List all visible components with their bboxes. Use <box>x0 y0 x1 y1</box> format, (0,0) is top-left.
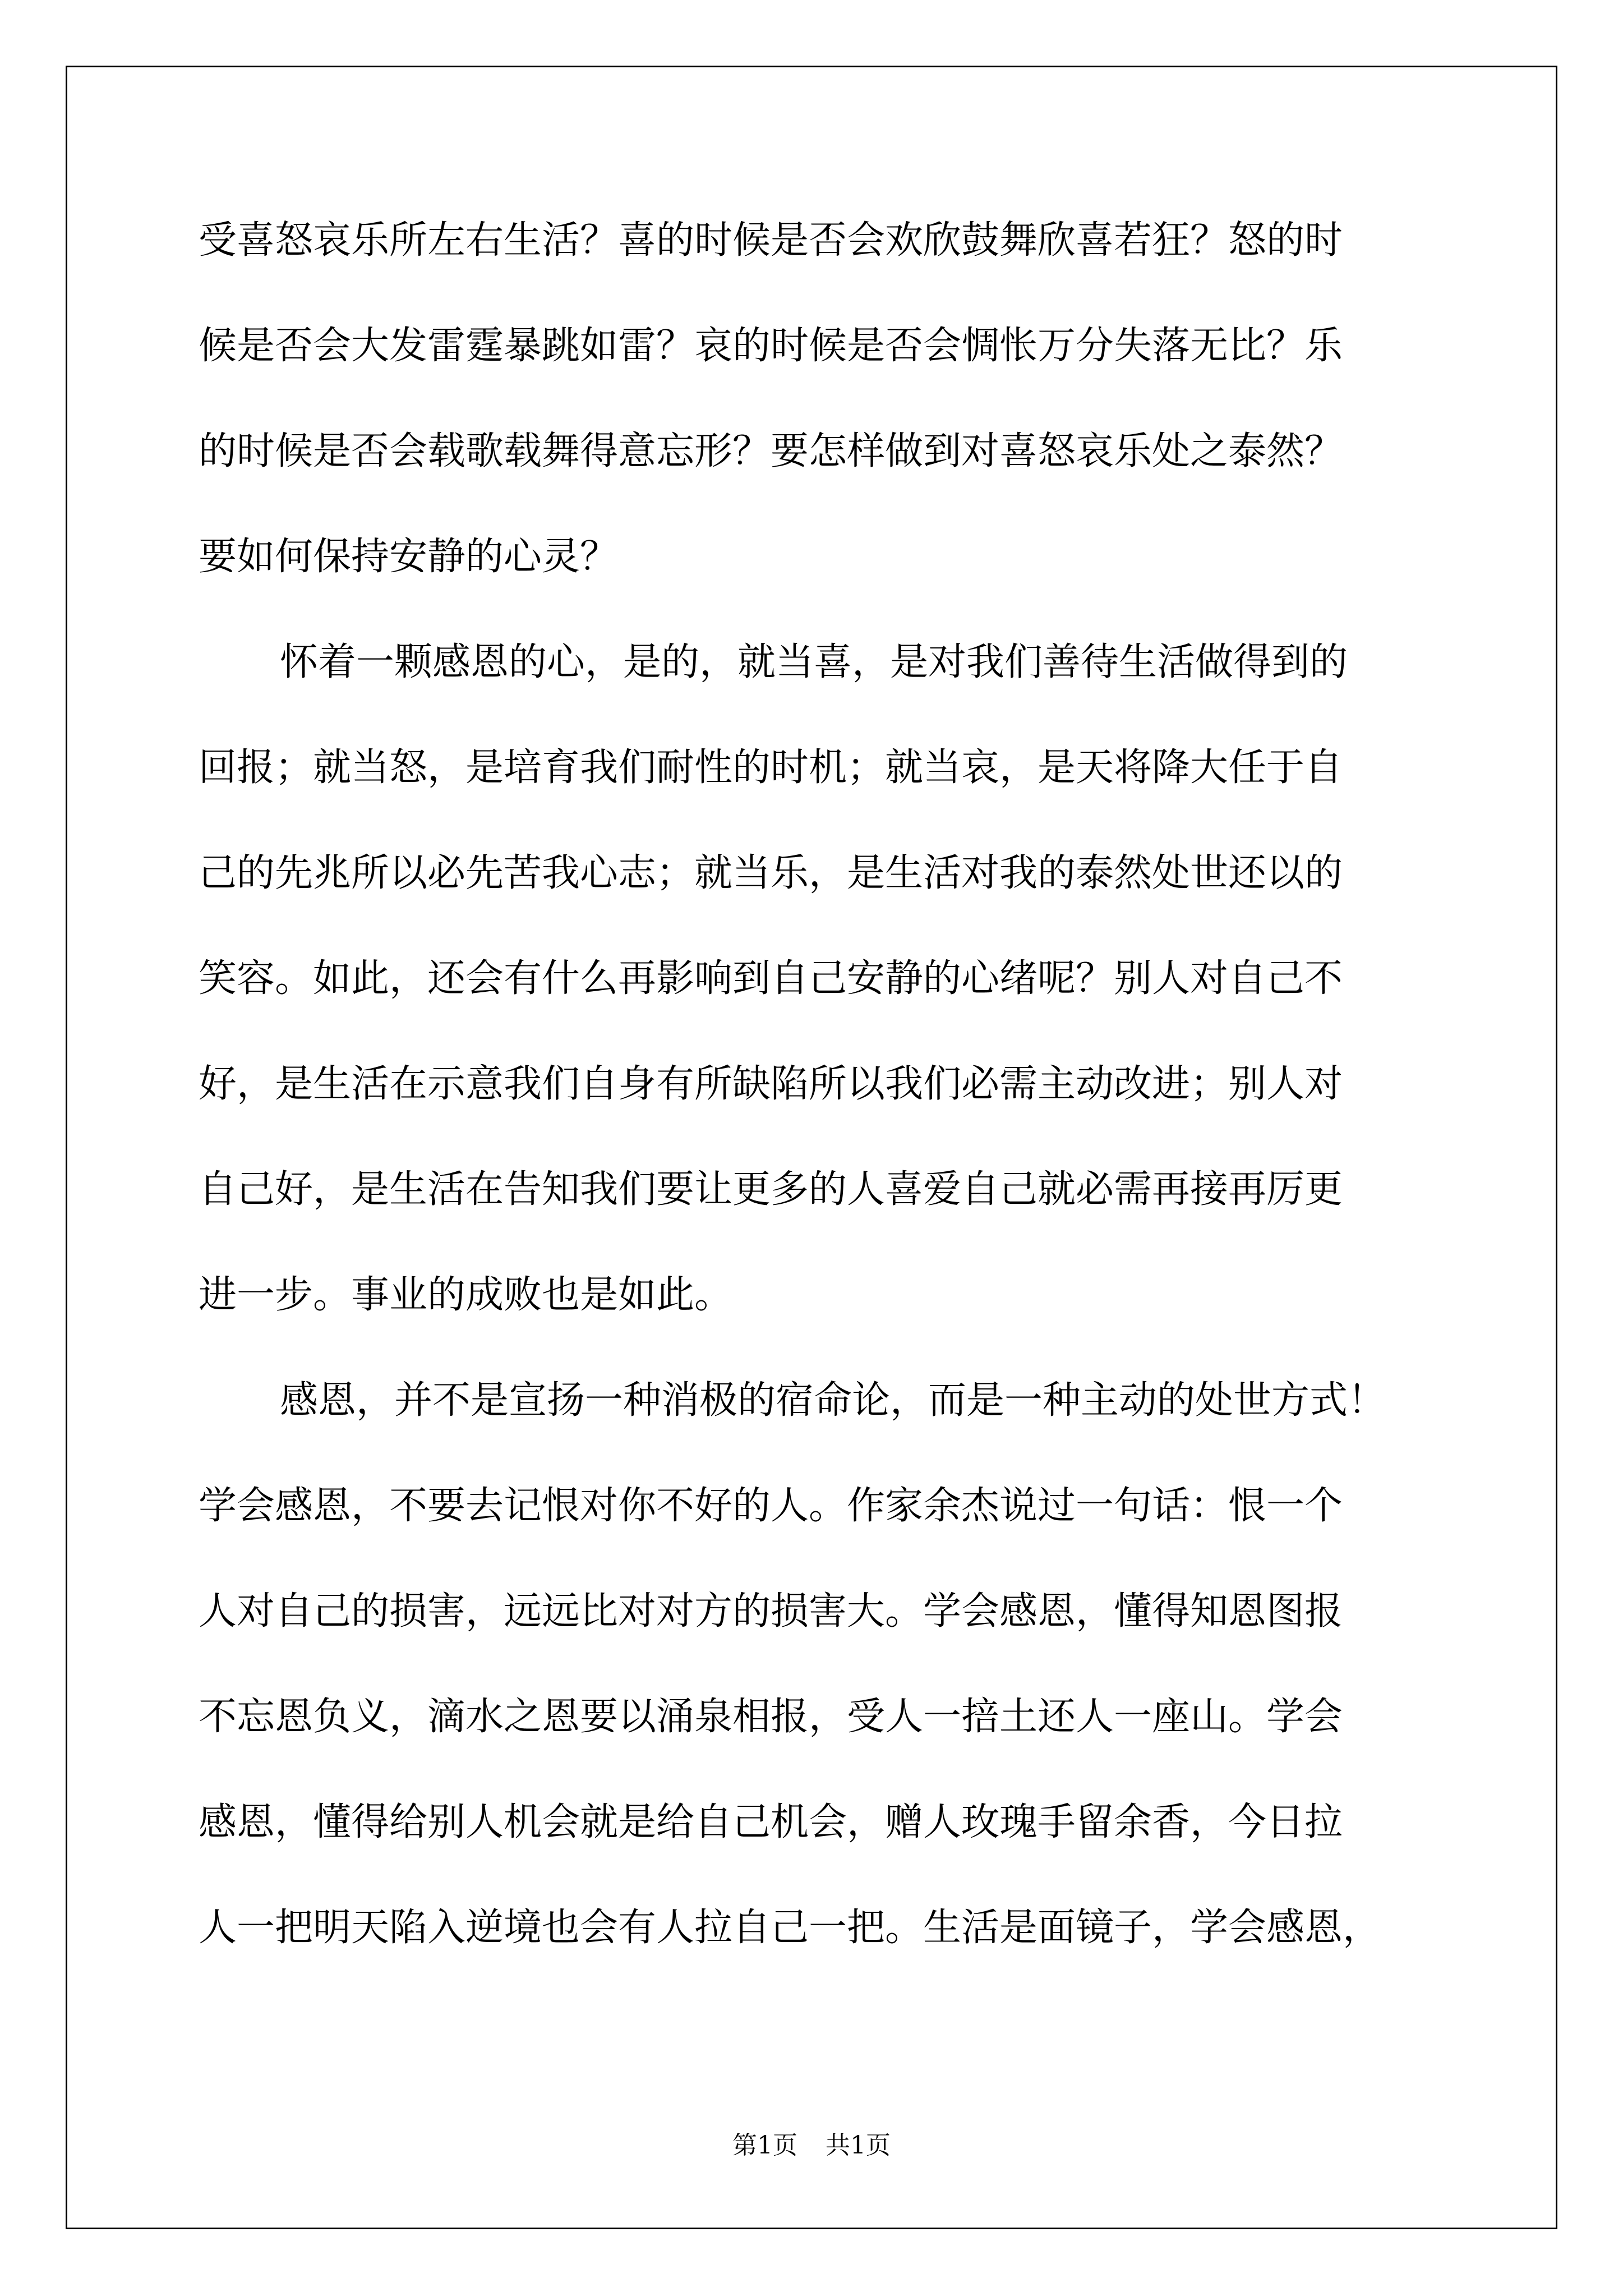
paragraph-first-line: 怀着一颗感恩的心，是的，就当喜，是对我们善待生活做得到的 <box>280 640 1348 684</box>
text-line: 己的先兆所以必先苦我心志；就当乐，是生活对我的泰然处世还以的 <box>199 851 1343 895</box>
paragraph-first-line: 感恩，并不是宣扬一种消极的宿命论，而是一种主动的处世方式！ <box>280 1378 1386 1423</box>
text-line: 自己好，是生活在告知我们要让更多的人喜爱自己就必需再接再厉更 <box>199 1167 1343 1212</box>
text-line: 候是否会大发雷霆暴跳如雷？哀的时候是否会惆怅万分失落无比？乐 <box>199 324 1343 368</box>
text-line: 不忘恩负义，滴水之恩要以涌泉相报，受人一掊土还人一座山。学会 <box>199 1695 1343 1739</box>
text-line: 进一步。事业的成败也是如此。 <box>199 1273 733 1317</box>
page-number-total: 共1页 <box>826 2131 891 2160</box>
page-footer <box>0 2125 1623 2161</box>
text-line: 笑容。如此，还会有什么再影响到自己安静的心绪呢？别人对自己不 <box>199 956 1343 1001</box>
document-body <box>199 188 1432 1981</box>
text-line: 学会感恩，不要去记恨对你不好的人。作家余杰说过一句话：恨一个 <box>199 1484 1343 1528</box>
text-line: 人一把明天陷入逆境也会有人拉自己一把。生活是面镜子，学会感恩， <box>199 1906 1381 1950</box>
text-line: 的时候是否会载歌载舞得意忘形？要怎样做到对喜怒哀乐处之泰然？ <box>199 429 1343 473</box>
text-line: 感恩，懂得给别人机会就是给自己机会，赠人玫瑰手留余香，今日拉 <box>199 1800 1343 1844</box>
text-line: 人对自己的损害，远远比对对方的损害大。学会感恩，懂得知恩图报 <box>199 1589 1343 1634</box>
text-line: 受喜怒哀乐所左右生活？喜的时候是否会欢欣鼓舞欣喜若狂？怒的时 <box>199 218 1343 263</box>
text-line: 好，是生活在示意我们自身有所缺陷所以我们必需主动改进；别人对 <box>199 1062 1343 1106</box>
page-number-current: 第1页 <box>732 2131 797 2160</box>
text-line: 回报；就当怒，是培育我们耐性的时机；就当哀，是天将降大任于自 <box>199 746 1343 790</box>
text-line: 要如何保持安静的心灵？ <box>199 535 619 579</box>
